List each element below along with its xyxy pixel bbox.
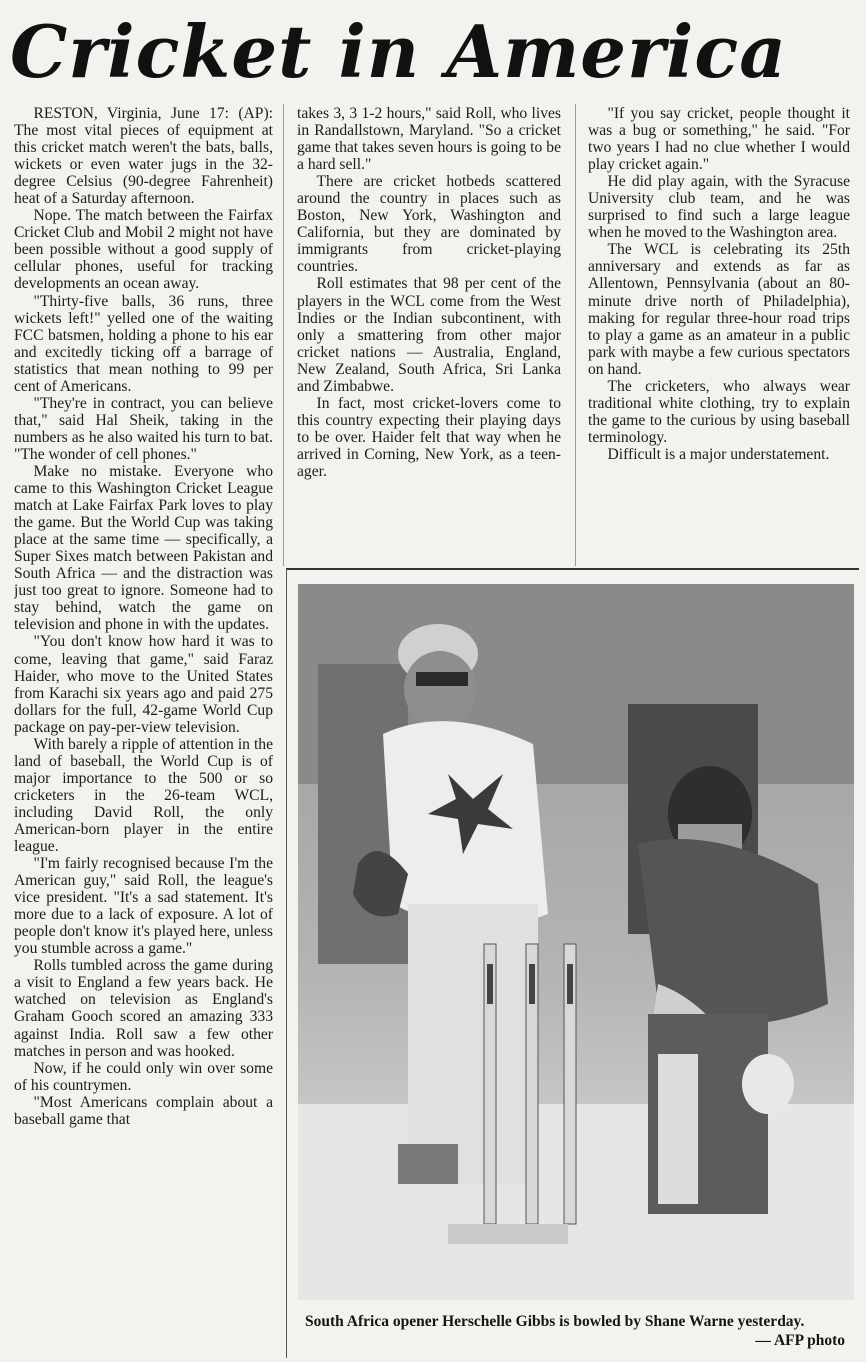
column-divider	[575, 104, 576, 566]
article-paragraph: Difficult is a major understatement.	[607, 445, 830, 463]
headline: Cricket in America	[10, 9, 787, 94]
article-paragraph: "Thirty-five balls, 36 runs, three wickets left!" yelled one of the waiting FCC batsmen, holding a phone to his ear and excitedly ticking off a barrage of statistics that mean nothing to 99 per cent of Americans.	[14, 292, 273, 395]
article-paragraph: "You don't know how hard it was to come, leaving that game," said Faraz Haider, who move to the United States from Karachi six years ago and paid 275 dollars for the full, 42-game World Cup package on pay-per-view television.	[14, 633, 273, 736]
article-paragraph: With barely a ripple of attention in the land of baseball, the World Cup is of major importance to the 500 or so cricketers in the 26-team WCL, including David Roll, the only American-born player in the entire league.	[14, 735, 273, 856]
article-paragraph: Nope. The match between the Fairfax Cricket Club and Mobil 2 might not have been possible without a good supply of cellular phones, useful for tracking developments an ocean away.	[14, 207, 273, 293]
article-paragraph: There are cricket hotbeds scattered around the country in places such as Boston, New York, Washington and California, but they are dominated by immigrants from cricket-playing countries.	[297, 173, 561, 276]
article-paragraph: "Most Americans complain about a baseball game that	[14, 1093, 273, 1128]
photo-credit: — AFP photo	[755, 1332, 845, 1349]
article-paragraph: "I'm fairly recognised because I'm the American guy," said Roll, the league's vice president. "It's a sad statement. It's more due to a lack of exposure. A lot of people don't know it's played here, unless you stumble across a game."	[14, 855, 273, 958]
article-column-1	[14, 105, 273, 1357]
article-paragraph: He did play again, with the Syracuse University club team, and he was surprised to find such a large league when he moved to the Washington area.	[588, 173, 850, 242]
article-column-3	[588, 105, 850, 565]
article-paragraph: takes 3, 3 1-2 hours," said Roll, who lives in Randallstown, Maryland. "So a cricket game that takes seven hours is going to be a hard sell."	[297, 105, 561, 174]
article-paragraph: The WCL is celebrating its 25th anniversary and extends as far as Allentown, Pennsylvania (about an 80-minute drive north of Philadelphia), making for regular three-hour road trips to play a game as an amateur in a public park with maybe a few curious spectators on hand.	[588, 241, 850, 378]
caption-text: South Africa opener Herschelle Gibbs is bowled by Shane Warne yesterday.	[305, 1313, 805, 1330]
column-divider	[283, 104, 284, 566]
article-paragraph: "They're in contract, you can believe that," said Hal Sheik, taking in the numbers as he also waited his turn to bat. "The wonder of cell phones."	[14, 394, 273, 463]
article-paragraph: RESTON, Virginia, June 17: (AP): The most vital pieces of equipment at this cricket match weren't the bats, balls, wickets or even water jugs in the 32-degree Celsius (90-degree Fahrenheit) heat of a Saturday afternoon.	[14, 105, 273, 208]
article-paragraph: "If you say cricket, people thought it was a bug or something," he said. "For two years I had no clue whether I would play cricket again."	[588, 105, 850, 174]
photo-caption	[305, 1312, 845, 1350]
article-paragraph: Rolls tumbled across the game during a visit to England a few years back. He watched on television as England's Graham Gooch scored an amazing 333 against India. Roll saw a few other matches in person and was hooked.	[14, 957, 273, 1060]
article-paragraph: In fact, most cricket-lovers come to this country expecting their playing days to be over. Haider felt that way when he arrived in Corning, New York, as a teen-ager.	[297, 394, 561, 480]
article-paragraph: Now, if he could only win over some of his countrymen.	[14, 1059, 273, 1094]
article-paragraph: The cricketers, who always wear traditional white clothing, try to explain the game to the curious by using baseball terminology.	[588, 377, 850, 446]
cricket-photo	[298, 584, 854, 1300]
article-paragraph: Roll estimates that 98 per cent of the players in the WCL come from the West Indies or the Indian subcontinent, with only a smattering from other major cricket nations — Australia, England, New Zealand, South Africa, Sri Lanka and Zimbabwe.	[297, 275, 561, 395]
article-column-2	[297, 105, 561, 565]
article-paragraph: Make no mistake. Everyone who came to this Washington Cricket League match at Lake Fairfax Park loves to play the game. But the World Cup was taking place at the same time — specifically, a Super Sixes match between Pakistan and South Africa — and the distraction was just too great to ignore. Someone had to stay behind, watch the game on television and phone in with the updates.	[14, 462, 273, 634]
